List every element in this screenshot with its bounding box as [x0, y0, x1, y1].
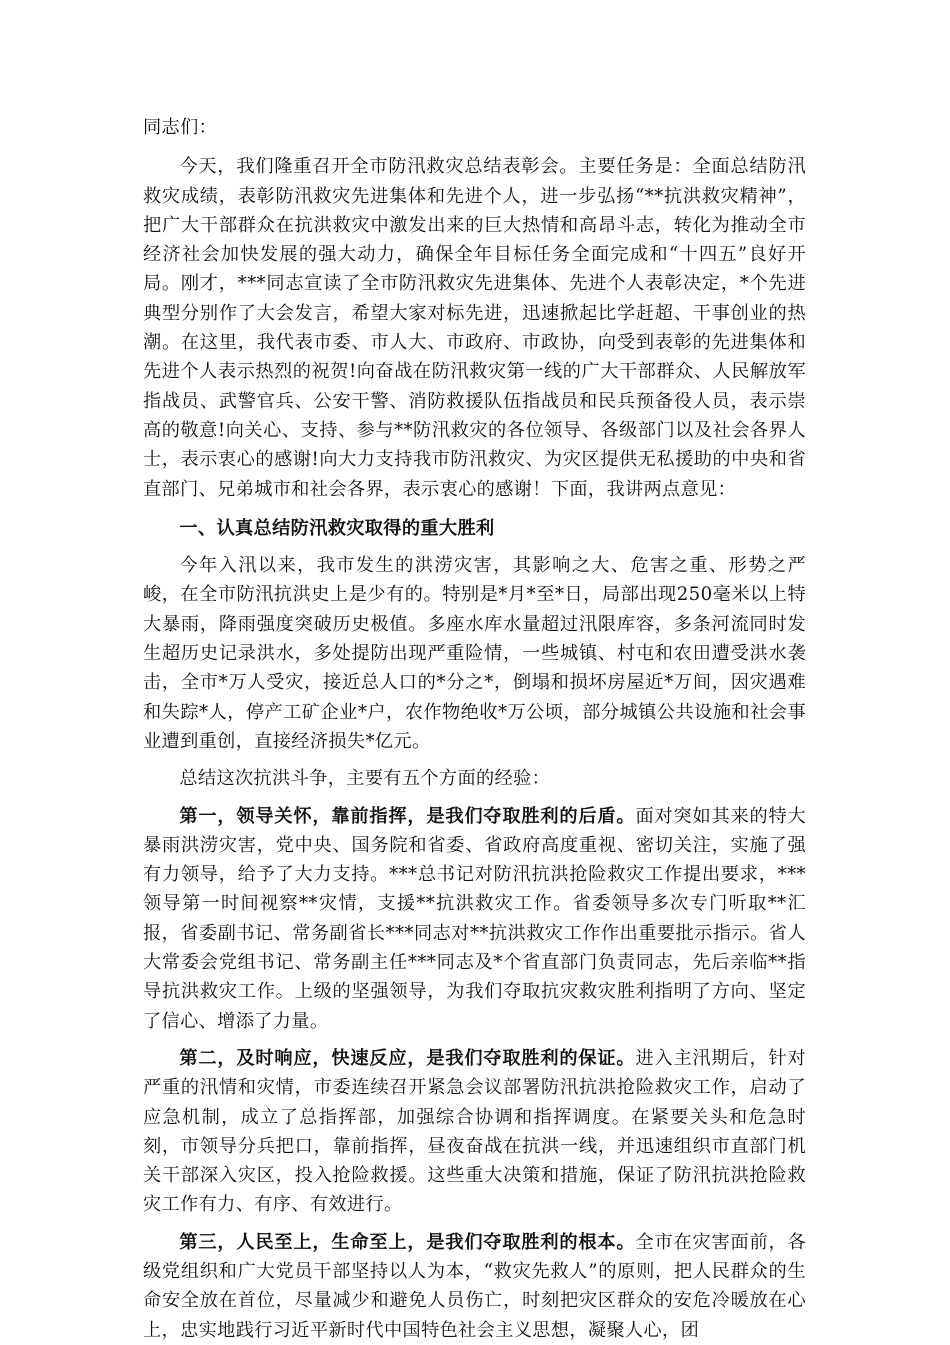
spacer — [143, 142, 806, 152]
intro-paragraph: 今天，我们隆重召开全市防汛救灾总结表彰会。主要任务是：全面总结防汛救灾成绩，表彰防汛救灾先进集体和先进个人，进一步弘扬“**抗洪救灾精神”，把广大干部群众在抗洪救灾中激发出来的巨大热情和高昂斗志，转化为推动全市经济社会加快发展的强大动力，确保全年目标任务全面完成和“十四五”良好开局。刚才，***同志宣读了全市防汛救灾先进集体、先进个人表彰决定，*个先进典型分别作了大会发言，希望大家对标先进，迅速掀起比学赶超、干事创业的热潮。在这里，我代表市委、市人大、市政府、市政协，向受到表彰的先进集体和先进个人表示热烈的祝贺!向奋战在防汛救灾第一线的广大干部群众、人民解放军指战员、武警官兵、公安干警、消防救援队伍指战员和民兵预备役人员，表示崇高的敬意!向关心、支持、参与**防汛救灾的各位领导、各级部门以及社会各界人士，表示衷心的感谢!向大力支持我市防汛救灾、为灾区提供无私援助的中央和省直部门、兄弟城市和社会各界，表示衷心的感谢！下面，我讲两点意见： — [143, 156, 806, 500]
spacer — [143, 543, 806, 551]
point-body: 进入主汛期后，针对严重的汛情和灾情，市委连续召开紧急会议部署防汛抗洪抢险救灾工作，启动了应急机制，成立了总指挥部，加强综合协调和指挥调度。在紧要关头和危急时刻，市领导分兵把口，靠前指挥，昼夜奋战在抗洪一线，并迅速组织市直部门机关干部深入灾区，投入抢险救援。这些重大决策和措施，保证了防汛抗洪抢险救灾工作有力、有序、有效进行。 — [143, 1047, 806, 1216]
spacer — [143, 794, 806, 802]
spacer — [143, 504, 806, 514]
greeting: 同志们： — [143, 117, 218, 138]
point-body: 面对突如其来的特大暴雨洪涝灾害，党中央、国务院和省委、省政府高度重视、密切关注，实施了强有力领导，给予了大力支持。***总书记对防汛抗洪抢险救灾工作提出要求，***领导第一时间视察**灾情，支援**抗洪救灾工作。省委领导多次专门听取**汇报，省委副书记、常务副省长***同志对**抗洪救灾工作作出重要批示指示。省人大常委会党组书记、常务副主任***同志及*个省直部门负责同志，先后亲临**指导抗洪救灾工作。上级的坚强领导，为我们夺取抗灾救灾胜利指明了方向、坚定了信心、增添了力量。 — [143, 805, 806, 1032]
spacer — [143, 1220, 806, 1228]
point-body: 全市在灾害面前，各级党组织和广大党员干部坚持以人为本，“救灾先救人”的原则，把人民群众的生命安全放在首位，尽量减少和避免人员伤亡，时刻把灾区群众的安危冷暖放在心上，忠实地践行习近平新时代中国特色社会主义思想，凝聚人心，团 — [143, 1231, 806, 1341]
point-lead: 第一，领导关怀，靠前指挥，是我们夺取胜利的后盾。 — [179, 805, 636, 827]
point-lead: 第二，及时响应，快速反应，是我们夺取胜利的保证。 — [179, 1047, 636, 1069]
point-paragraph — [143, 1228, 806, 1345]
body-paragraph: 总结这次抗洪斗争，主要有五个方面的经验： — [179, 768, 551, 790]
body-paragraph: 今年入汛以来，我市发生的洪涝灾害，其影响之大、危害之重、形势之严峻，在全市防汛抗洪史上是少有的。特别是*月*至*日，局部出现250毫米以上特大暴雨，降雨强度突破历史极值。多座水库水量超过汛限库容，多条河流同时发生超历史记录洪水，多处提防出现严重险情，一些城镇、村屯和农田遭受洪水袭击，全市*万人受灾，接近总人口的*分之*，倒塌和损坏房屋近*万间，因灾遇难和失踪*人，停产工矿企业*户，农作物绝收*万公顷，部分城镇公共设施和社会事业遭到重创，直接经济损失*亿元。 — [143, 555, 806, 752]
point-lead: 第三，人民至上，生命至上，是我们夺取胜利的根本。 — [179, 1231, 636, 1253]
spacer — [143, 1036, 806, 1044]
spacer — [143, 756, 806, 764]
point-paragraph — [143, 802, 806, 1036]
point-paragraph — [143, 1044, 806, 1220]
section-heading: 一、认真总结防汛救灾取得的重大胜利 — [179, 517, 495, 539]
